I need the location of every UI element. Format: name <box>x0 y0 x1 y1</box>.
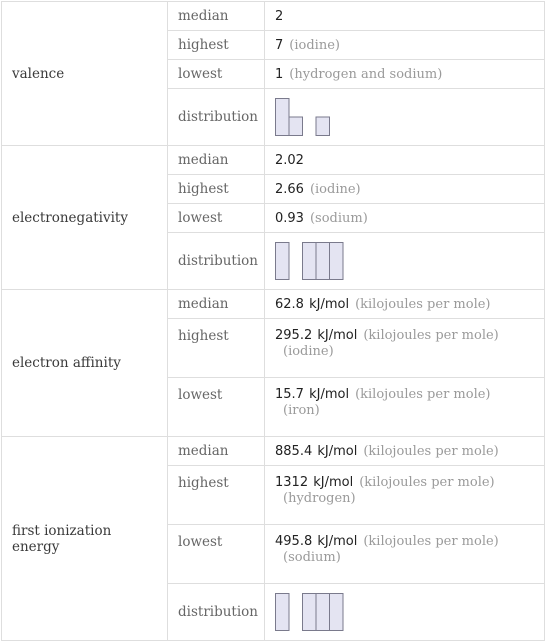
row-label: lowest <box>168 60 265 89</box>
value: 62.8 <box>275 296 304 312</box>
row-value <box>265 466 545 525</box>
note: (kilojoules per mole) <box>355 387 491 402</box>
row-value <box>265 290 545 319</box>
note: (kilojoules per mole) <box>359 475 495 490</box>
value: 1 <box>275 66 284 82</box>
row-label: distribution <box>168 89 265 146</box>
property-name: valence <box>2 2 168 146</box>
row-value <box>265 204 545 233</box>
row-label: lowest <box>168 378 265 437</box>
distribution-histogram <box>275 592 355 632</box>
row-value <box>265 175 545 204</box>
histogram-bar <box>330 594 344 631</box>
value: 0.93 <box>275 210 304 226</box>
property-name: electronegativity <box>2 146 168 290</box>
row-value <box>265 378 545 437</box>
row-label: median <box>168 290 265 319</box>
histogram-bar <box>303 594 317 631</box>
row-value <box>265 60 545 89</box>
distribution-histogram <box>275 241 355 281</box>
value: 7 <box>275 37 284 53</box>
row-value <box>265 146 545 175</box>
unit: kJ/mol <box>309 387 350 402</box>
row-value <box>265 31 545 60</box>
property-name: first ionization energy <box>2 437 168 641</box>
distribution-cell <box>265 233 545 290</box>
unit: kJ/mol <box>313 475 354 490</box>
row-label: median <box>168 146 265 175</box>
row-value <box>265 525 545 584</box>
histogram-bar <box>276 594 290 631</box>
note: (hydrogen and sodium) <box>289 66 443 82</box>
value: 2 <box>275 8 284 24</box>
row-label: highest <box>168 175 265 204</box>
table-row <box>2 290 545 319</box>
row-value <box>265 2 545 31</box>
row-label: distribution <box>168 233 265 290</box>
note: (hydrogen) <box>283 491 356 506</box>
value: 2.66 <box>275 181 304 197</box>
value: 885.4 <box>275 443 313 459</box>
note: (iodine) <box>309 181 361 197</box>
histogram-bar <box>316 243 330 280</box>
value: 1312 <box>275 475 309 490</box>
histogram-bar <box>303 243 317 280</box>
note: (kilojoules per mole) <box>363 328 499 343</box>
table-row <box>2 2 545 31</box>
row-label: median <box>168 2 265 31</box>
row-value <box>265 437 545 466</box>
unit: kJ/mol <box>317 443 358 459</box>
table-row <box>2 437 545 466</box>
histogram-bar <box>289 117 303 136</box>
row-label: lowest <box>168 525 265 584</box>
value: 495.8 <box>275 534 313 549</box>
unit: kJ/mol <box>317 328 358 343</box>
properties-table <box>1 1 545 641</box>
histogram-bar <box>276 243 290 280</box>
value: 15.7 <box>275 387 304 402</box>
unit: kJ/mol <box>317 534 358 549</box>
note: (iodine) <box>283 344 334 359</box>
distribution-cell <box>265 89 545 146</box>
note: (sodium) <box>283 550 341 565</box>
value: 2.02 <box>275 152 304 168</box>
note: (kilojoules per mole) <box>363 443 499 459</box>
property-name: electron affinity <box>2 290 168 437</box>
histogram-bar <box>330 243 344 280</box>
row-label: highest <box>168 319 265 378</box>
row-label: highest <box>168 31 265 60</box>
row-value <box>265 319 545 378</box>
row-label: highest <box>168 466 265 525</box>
histogram-bar <box>316 117 330 136</box>
row-label: distribution <box>168 584 265 641</box>
value: 295.2 <box>275 328 313 343</box>
note: (kilojoules per mole) <box>355 296 491 312</box>
note: (kilojoules per mole) <box>363 534 499 549</box>
distribution-histogram <box>275 97 355 137</box>
histogram-bar <box>276 99 290 136</box>
distribution-cell <box>265 584 545 641</box>
unit: kJ/mol <box>309 296 350 312</box>
row-label: median <box>168 437 265 466</box>
note: (sodium) <box>309 210 368 226</box>
row-label: lowest <box>168 204 265 233</box>
histogram-bar <box>316 594 330 631</box>
note: (iron) <box>283 403 320 418</box>
note: (iodine) <box>289 37 340 53</box>
table-row <box>2 146 545 175</box>
